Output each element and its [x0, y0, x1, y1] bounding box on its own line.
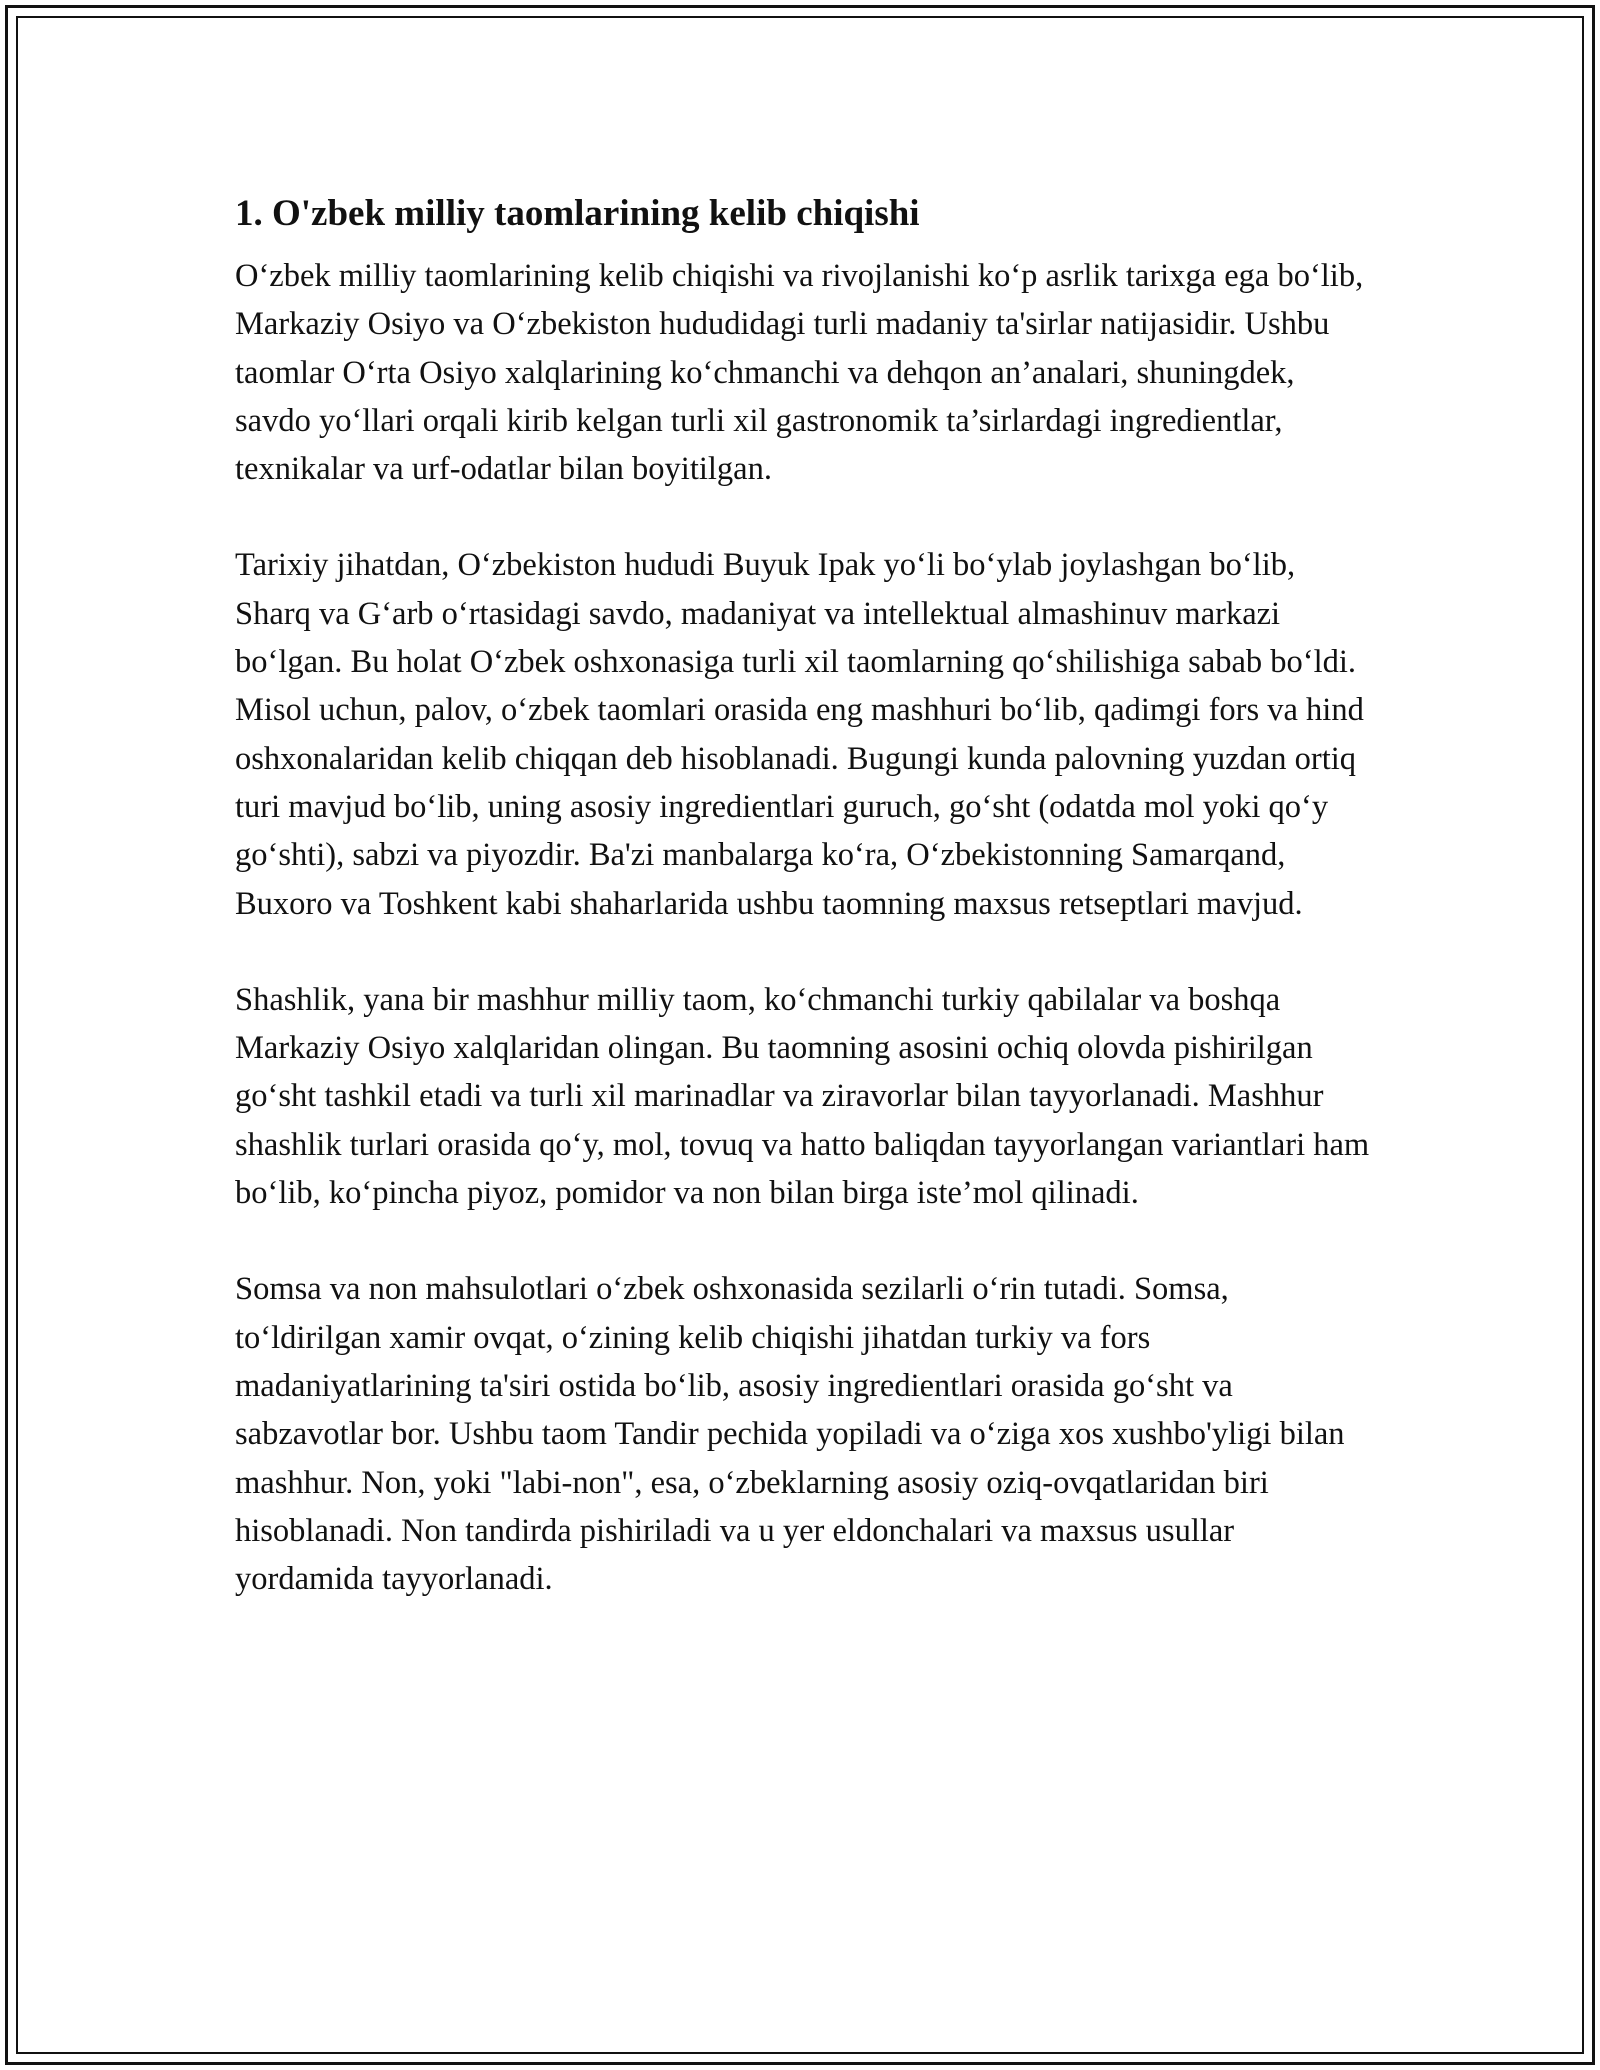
section-heading: 1. O'zbek milliy taomlarining kelib chiqishi [235, 193, 920, 234]
document-body [235, 188, 1375, 1651]
paragraph-somsa-non: Somsa va non mahsulotlari o‘zbek oshxonasida sezilarli o‘rin tutadi. Somsa, to‘ldirilgan xamir ovqat, o‘zining kelib chiqishi jihatdan turkiy va fors madaniyatlarining ta'siri ostida bo‘lib, asosiy ingredientlari orasida go‘sht va sabzavotlar bor. Ushbu taom Tandir pechida yopiladi va o‘ziga xos xushbo'yligi bilan mashhur. Non, yoki "labi-non", esa, o‘zbeklarning asosiy oziq-ovqatlaridan biri hisoblanadi. Non tandirda pishiriladi va u yer eldonchalari va maxsus usullar yordamida tayyorlanadi. [235, 1271, 1345, 1598]
paragraph-shashlik: Shashlik, yana bir mashhur milliy taom, ko‘chmanchi turkiy qabilalar va boshqa Markaziy Osiyo xalqlaridan olingan. Bu taomning asosini ochiq olovda pishirilgan go‘sht tashkil etadi va turli xil marinadlar va ziravorlar bilan tayyorlanadi. Mashhur shashlik turlari orasida qo‘y, mol, tovuq va hatto baliqdan tayyorlangan variantlari ham bo‘lib, ko‘pincha piyoz, pomidor va non bilan birga iste’mol qilinadi. [235, 981, 1370, 1212]
paragraph-origins: O‘zbek milliy taomlarining kelib chiqishi va rivojlanishi ko‘p asrlik tarixga ega bo‘lib, Markaziy Osiyo va O‘zbekiston hududidagi turli madaniy ta'sirlar natijasidir. Ushbu taomlar O‘rta Osiyo xalqlarining ko‘chmanchi va dehqon an’analari, shuningdek, savdo yo‘llari orqali kirib kelgan turli xil gastronomik ta’sirlardagi ingredientlar, texnikalar va urf-odatlar bilan boyitilgan. [235, 258, 1364, 488]
paragraph-silk-road-palov: Tarixiy jihatdan, O‘zbekiston hududi Buyuk Ipak yo‘li bo‘ylab joylashgan bo‘lib, Sharq va G‘arb o‘rtasidagi savdo, madaniyat va intellektual almashinuv markazi bo‘lgan. Bu holat O‘zbek oshxonasiga turli xil taomlarning qo‘shilishiga sabab bo‘ldi. Misol uchun, palov, o‘zbek taomlari orasida eng mashhuri bo‘lib, qadimgi fors va hind oshxonalaridan kelib chiqqan deb hisoblanadi. Bugungi kunda palovning yuzdan ortiq turi mavjud bo‘lib, uning asosiy ingredientlari guruch, go‘sht (odatda mol yoki qo‘y go‘shti), sabzi va piyozdir. Ba'zi manbalarga ko‘ra, O‘zbekistonning Samarqand, Buxoro va Toshkent kabi shaharlarida ushbu taomning maxsus retseptlari mavjud. [235, 547, 1364, 922]
